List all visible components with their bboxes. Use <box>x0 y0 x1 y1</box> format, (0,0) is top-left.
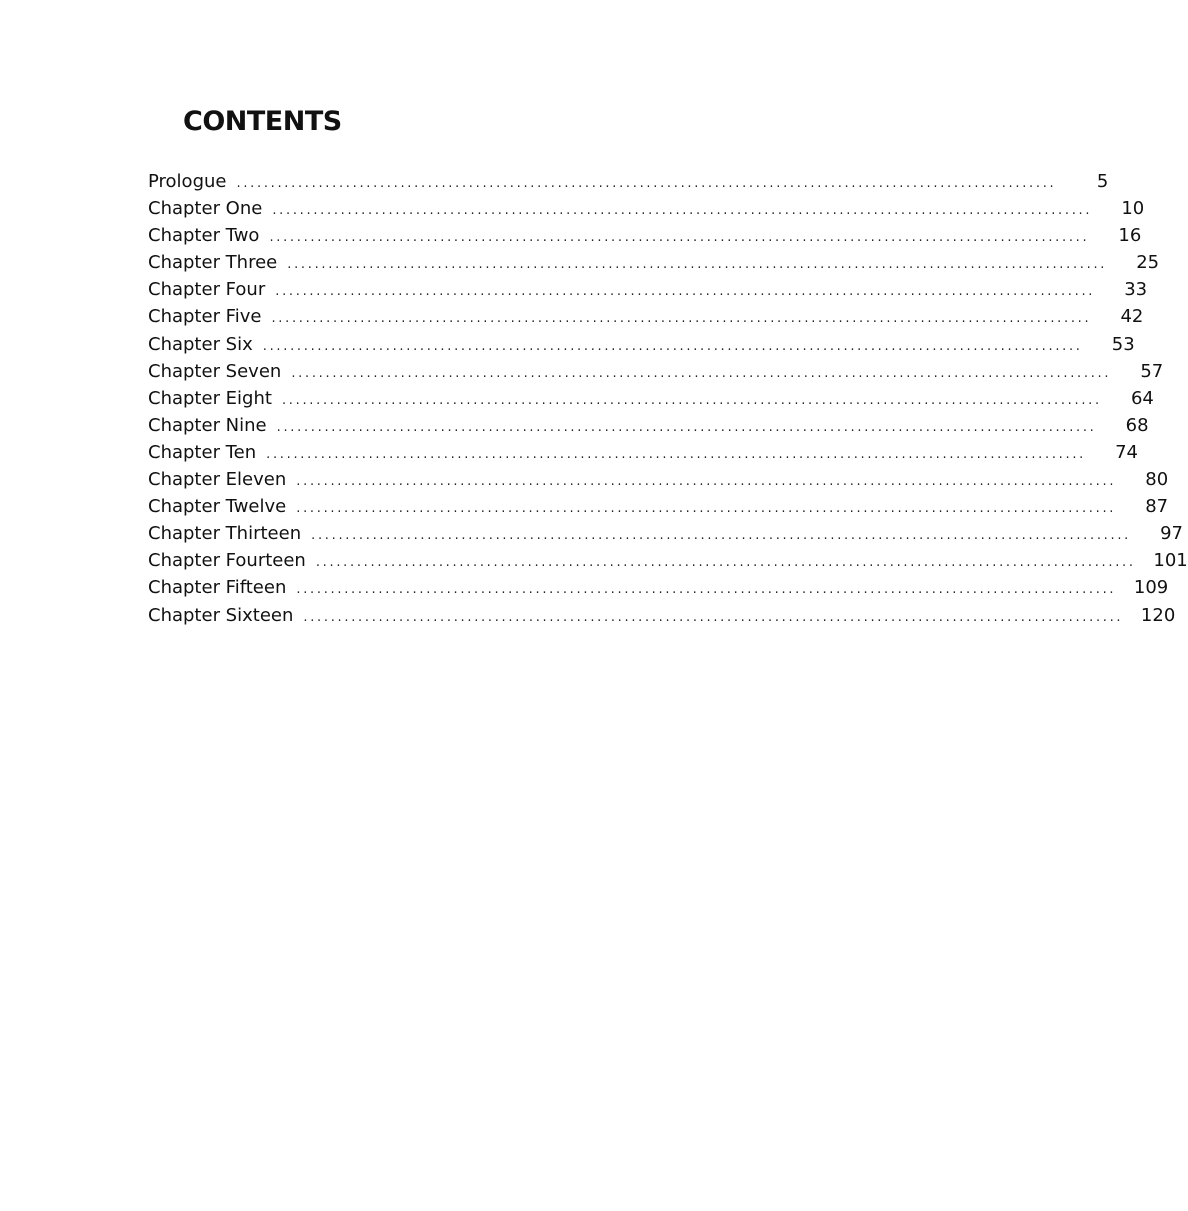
toc-entry-label: Chapter One <box>148 198 263 220</box>
toc-entry[interactable] <box>148 385 1154 412</box>
toc-entry[interactable] <box>148 331 1135 358</box>
toc-entry[interactable] <box>148 574 1169 601</box>
dot-leader: ........................................................................................................................ <box>296 474 1117 490</box>
dot-leader: ........................................................................................................................ <box>272 203 1093 219</box>
toc-entry-label: Chapter Eleven <box>148 469 287 491</box>
toc-entry[interactable] <box>148 439 1138 466</box>
toc-entry-page: 42 <box>1120 306 1144 328</box>
toc-entry-label: Chapter Fourteen <box>148 550 306 572</box>
dot-leader: ........................................................................................................................ <box>269 230 1090 246</box>
table-of-contents <box>148 168 1188 629</box>
toc-entry-page: 68 <box>1125 414 1149 436</box>
toc-entry-page: 16 <box>1118 225 1142 247</box>
toc-entry-label: Chapter Six <box>148 333 253 355</box>
toc-entry-label: Chapter Seven <box>148 360 282 382</box>
toc-entry-page: 74 <box>1115 441 1138 463</box>
dot-leader: ........................................................................................................................ <box>296 501 1117 517</box>
toc-entry-page: 53 <box>1111 333 1135 355</box>
toc-entry[interactable] <box>148 412 1149 439</box>
dot-leader: ........................................................................................................................ <box>315 555 1136 571</box>
toc-entry-label: Chapter Five <box>148 306 262 328</box>
toc-entry[interactable] <box>148 276 1148 303</box>
toc-entry-page: 101 <box>1153 550 1188 572</box>
toc-entry-page: 97 <box>1160 523 1183 545</box>
toc-entry-label: Chapter Sixteen <box>148 604 294 626</box>
toc-entry-page: 25 <box>1136 252 1160 274</box>
toc-entry-page: 33 <box>1124 279 1148 301</box>
toc-entry[interactable] <box>148 358 1164 385</box>
toc-entry-label: Chapter Three <box>148 252 278 274</box>
dot-leader: ........................................................................................................................ <box>291 365 1112 381</box>
dot-leader: ........................................................................................................................ <box>296 582 1117 598</box>
toc-entry[interactable] <box>148 195 1145 222</box>
toc-entry[interactable] <box>148 303 1144 330</box>
toc-entry-label: Chapter Thirteen <box>148 523 302 545</box>
toc-entry-label: Chapter Nine <box>148 414 267 436</box>
dot-leader: ........................................................................................................................ <box>303 609 1124 625</box>
page-title: CONTENTS <box>183 106 342 137</box>
dot-leader: ........................................................................................................................ <box>271 311 1092 327</box>
toc-entry-page: 80 <box>1145 469 1169 491</box>
toc-entry-page: 87 <box>1145 496 1169 518</box>
toc-entry-page: 64 <box>1130 387 1154 409</box>
toc-entry-page: 120 <box>1140 604 1176 626</box>
toc-entry-page: 109 <box>1133 577 1169 599</box>
toc-entry-label: Chapter Fifteen <box>148 577 287 599</box>
toc-entry[interactable] <box>148 547 1188 574</box>
toc-entry[interactable] <box>148 249 1160 276</box>
toc-entry-label: Chapter Twelve <box>148 496 287 518</box>
toc-entry[interactable] <box>148 493 1169 520</box>
toc-entry[interactable] <box>148 168 1109 195</box>
toc-entry-page: 5 <box>1096 171 1109 192</box>
toc-entry-label: Prologue <box>148 171 227 192</box>
toc-entry-label: Chapter Four <box>148 279 266 301</box>
toc-entry-label: Chapter Eight <box>148 387 272 409</box>
dot-leader: ........................................................................................................................ <box>287 257 1108 273</box>
dot-leader: ........................................................................................................................ <box>236 176 1057 191</box>
toc-entry[interactable] <box>148 602 1176 629</box>
toc-entry-label: Chapter Two <box>148 225 260 247</box>
dot-leader: ........................................................................................................................ <box>311 528 1131 544</box>
dot-leader: ........................................................................................................................ <box>281 392 1102 408</box>
toc-entry[interactable] <box>148 222 1142 249</box>
dot-leader: ........................................................................................................................ <box>266 446 1086 462</box>
toc-entry-page: 57 <box>1140 360 1164 382</box>
dot-leader: ........................................................................................................................ <box>275 284 1096 300</box>
toc-entry[interactable] <box>148 466 1169 493</box>
toc-entry-page: 10 <box>1121 198 1145 220</box>
dot-leader: ........................................................................................................................ <box>262 338 1083 354</box>
dot-leader: ........................................................................................................................ <box>276 419 1097 435</box>
toc-entry-label: Chapter Ten <box>148 441 257 463</box>
toc-entry[interactable] <box>148 520 1183 547</box>
